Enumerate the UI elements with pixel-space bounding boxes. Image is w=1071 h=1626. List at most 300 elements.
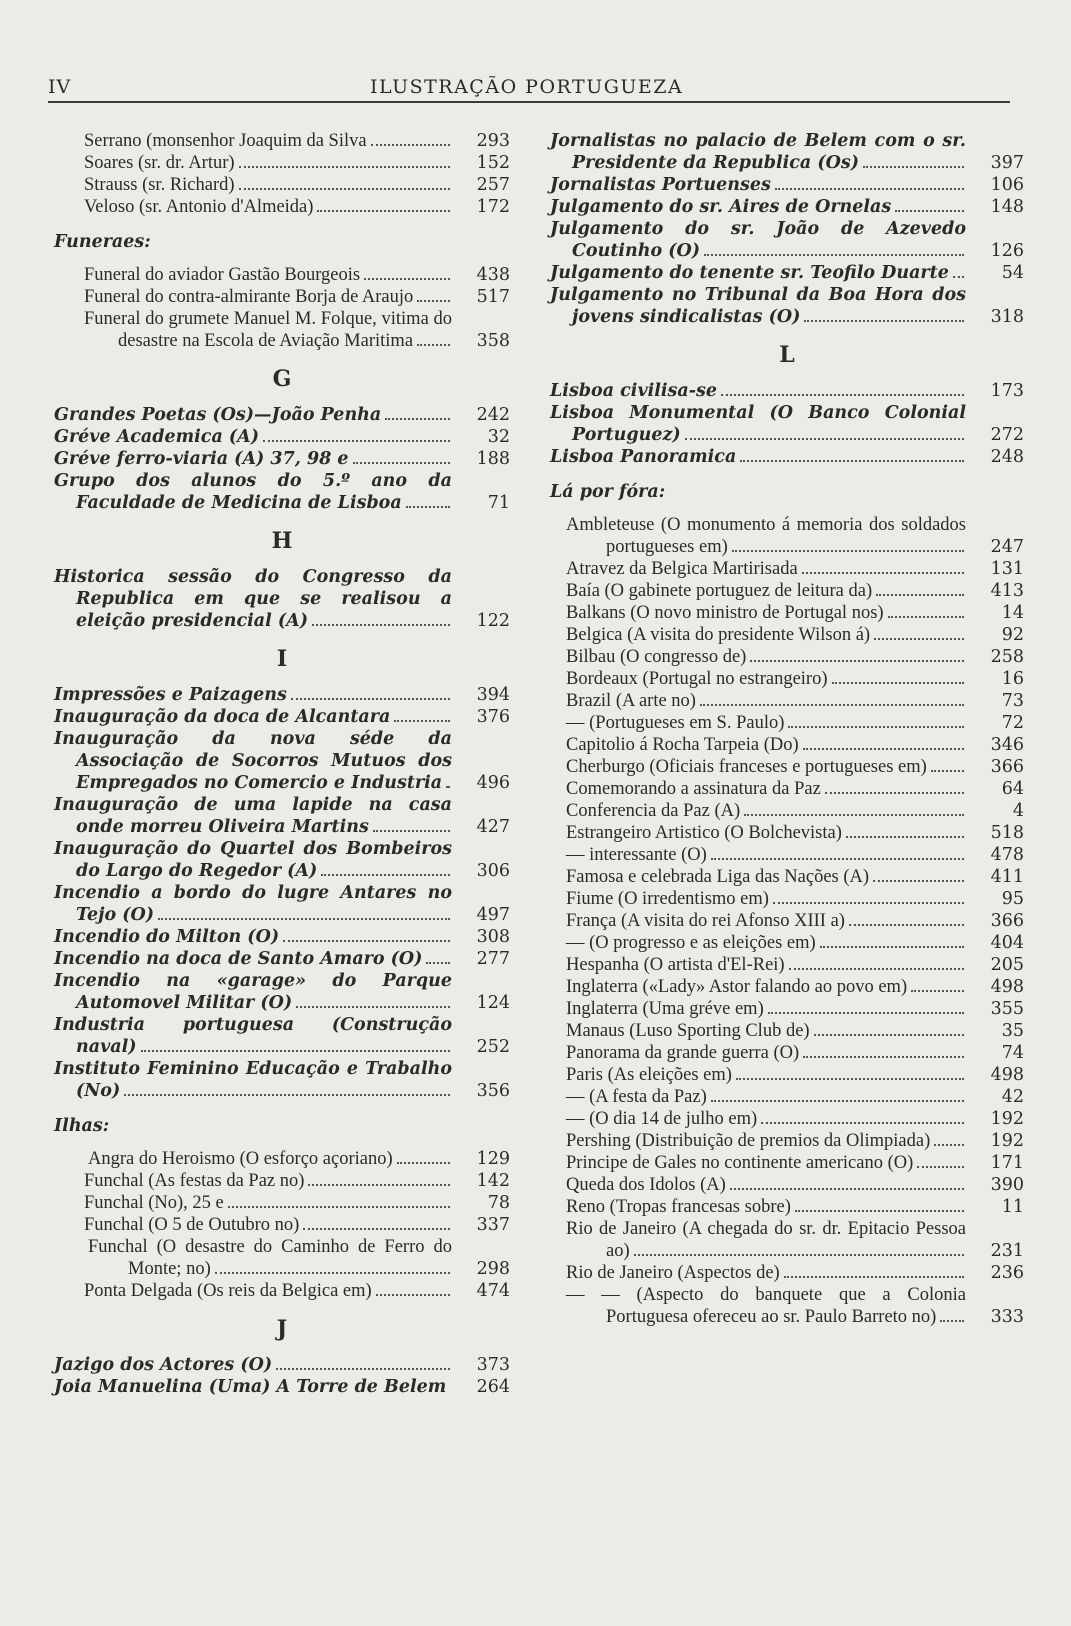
entry-page-number: 192 xyxy=(980,1108,1024,1130)
entry-page-number: 257 xyxy=(466,174,510,196)
dot-leader xyxy=(802,571,964,574)
category-heading: Lá por fóra: xyxy=(550,482,666,502)
entry-page-number: 142 xyxy=(466,1170,510,1192)
entry-title: Inauguração da doca de Alcantara xyxy=(54,706,510,728)
dot-leader xyxy=(321,873,450,876)
dot-leader xyxy=(394,719,450,722)
entry-title: Inauguração do Quartel dos Bombeiros do Largo do Regedor (A) xyxy=(54,839,452,881)
entry-page-number: 496 xyxy=(466,772,510,794)
index-entry xyxy=(550,734,1024,756)
dot-leader xyxy=(768,1011,964,1014)
entry-title: Lisboa civilisa-se xyxy=(550,380,1024,402)
entry-title: Funchal (As festas da Paz no) xyxy=(54,1170,510,1192)
dot-leader xyxy=(700,703,964,706)
dot-leader xyxy=(820,945,964,948)
index-entry xyxy=(550,1130,1024,1152)
entry-title: Panorama da grande guerra (O) xyxy=(550,1042,1024,1064)
dot-leader xyxy=(371,143,450,146)
entry-title: Funeral do aviador Gastão Bourgeois xyxy=(54,264,510,286)
entry-page-number: 122 xyxy=(466,610,510,632)
entry-page-number: 124 xyxy=(466,992,510,1014)
entry-page-number: 474 xyxy=(466,1280,510,1302)
index-entry xyxy=(550,262,1024,284)
dot-leader xyxy=(303,1227,450,1230)
entry-page-number: 356 xyxy=(466,1080,510,1102)
index-entry xyxy=(550,888,1024,910)
dot-leader xyxy=(364,277,450,280)
dot-leader xyxy=(953,275,964,278)
entry-title: Inglaterra (Uma gréve em) xyxy=(550,998,1024,1020)
index-entry xyxy=(550,1020,1024,1042)
entry-title: Comemorando a assinatura da Paz xyxy=(550,778,1024,800)
entry-page-number: 346 xyxy=(980,734,1024,756)
entry-title: Balkans (O novo ministro de Portugal nos) xyxy=(550,602,1024,624)
dot-leader xyxy=(832,681,965,684)
index-entry xyxy=(550,1064,1024,1086)
dot-leader xyxy=(373,829,450,832)
entry-page-number: 293 xyxy=(466,130,510,152)
entry-title: Jornalistas Portuenses xyxy=(550,174,1024,196)
entry-title: — interessante (O) xyxy=(550,844,1024,866)
section-letter: L xyxy=(779,342,795,368)
index-entry xyxy=(550,284,1024,328)
index-entry xyxy=(54,174,510,196)
entry-title: Strauss (sr. Richard) xyxy=(54,174,510,196)
entry-page-number: 497 xyxy=(466,904,510,926)
index-entry xyxy=(54,1214,510,1236)
entry-title: Lisboa Monumental (O Banco Colonial Portuguez) xyxy=(550,403,966,445)
entry-title: Julgamento do sr. João de Azevedo Coutinho (O) xyxy=(550,219,966,261)
entry-page-number: 16 xyxy=(980,668,1024,690)
entry-page-number: 498 xyxy=(980,976,1024,998)
entry-page-number: 264 xyxy=(466,1376,510,1398)
index-entry xyxy=(54,948,510,970)
entry-title: Julgamento do sr. Aires de Ornelas xyxy=(550,196,1024,218)
dot-leader xyxy=(308,1183,450,1186)
entry-page-number: 188 xyxy=(466,448,510,470)
dot-leader xyxy=(376,1293,450,1296)
dot-leader xyxy=(804,319,964,322)
entry-title: Funchal (No), 25 e xyxy=(54,1192,510,1214)
entry-page-number: 72 xyxy=(980,712,1024,734)
index-entry xyxy=(54,728,510,794)
index-entry xyxy=(54,264,510,286)
index-entry xyxy=(54,926,510,948)
entry-page-number: 333 xyxy=(980,1306,1024,1328)
dot-leader xyxy=(888,615,964,618)
index-entry xyxy=(550,218,1024,262)
entry-title: Capitolio á Rocha Tarpeia (Do) xyxy=(550,734,1024,756)
entry-title: Historica sessão do Congresso da Republica em que se realisou a eleição presidencial (A) xyxy=(54,567,452,631)
index-entry xyxy=(550,1284,1024,1328)
dot-leader xyxy=(263,439,450,442)
index-entry xyxy=(54,1354,510,1376)
dot-leader xyxy=(744,813,964,816)
entry-title: Incendio na doca de Santo Amaro (O) xyxy=(54,948,510,970)
entry-page-number: 308 xyxy=(466,926,510,948)
entry-page-number: 337 xyxy=(466,1214,510,1236)
entry-page-number: 366 xyxy=(980,910,1024,932)
index-column-right xyxy=(550,130,1024,1328)
entry-page-number: 236 xyxy=(980,1262,1024,1284)
entry-page-number: 404 xyxy=(980,932,1024,954)
entry-title: Reno (Tropas francesas sobre) xyxy=(550,1196,1024,1218)
entry-title: Grupo dos alunos do 5.º ano da Faculdade de Medicina de Lisboa xyxy=(54,471,452,513)
entry-title: Conferencia da Paz (A) xyxy=(550,800,1024,822)
index-entry xyxy=(54,448,510,470)
dot-leader xyxy=(721,393,964,396)
index-entry xyxy=(550,402,1024,446)
index-entry xyxy=(54,1058,510,1102)
entry-title: Funchal (O desastre do Caminho de Ferro do Monte; no) xyxy=(88,1237,452,1279)
entry-page-number: 131 xyxy=(980,558,1024,580)
index-entry xyxy=(54,838,510,882)
entry-title: Inglaterra («Lady» Astor falando ao povo em) xyxy=(550,976,1024,998)
entry-title: — — (Aspecto do banquete que a Colonia Portuguesa ofereceu ao sr. Paulo Barreto no) xyxy=(566,1285,966,1327)
section-letter: J xyxy=(276,1316,288,1342)
entry-title: Ambleteuse (O monumento á memoria dos soldados portugueses em) xyxy=(566,515,966,557)
entry-page-number: 32 xyxy=(466,426,510,448)
dot-leader xyxy=(795,1209,964,1212)
entry-page-number: 438 xyxy=(466,264,510,286)
index-entry xyxy=(550,976,1024,998)
index-entry xyxy=(550,822,1024,844)
dot-leader xyxy=(873,879,964,882)
dot-leader xyxy=(239,187,450,190)
index-entry xyxy=(550,756,1024,778)
dot-leader xyxy=(397,1161,450,1164)
entry-title: Principe de Gales no continente americano (O) xyxy=(550,1152,1024,1174)
entry-title: Inauguração de uma lapide na casa onde morreu Oliveira Martins xyxy=(54,795,452,837)
entry-page-number: 258 xyxy=(980,646,1024,668)
index-entry xyxy=(54,1170,510,1192)
dot-leader xyxy=(291,697,450,700)
index-entry xyxy=(550,602,1024,624)
entry-title: Jornalistas no palacio de Belem com o sr. Presidente da Republica (Os) xyxy=(550,131,966,173)
index-entry xyxy=(550,690,1024,712)
index-entry xyxy=(54,1192,510,1214)
entry-title: Brazil (A arte no) xyxy=(550,690,1024,712)
entry-title: Lisboa Panoramica xyxy=(550,446,1024,468)
entry-title: — (Portugueses em S. Paulo) xyxy=(550,712,1024,734)
index-entry xyxy=(550,1152,1024,1174)
dot-leader xyxy=(283,939,450,942)
dot-leader xyxy=(750,659,964,662)
page-number: IV xyxy=(48,76,72,98)
dot-leader xyxy=(426,961,450,964)
index-entry xyxy=(550,174,1024,196)
entry-page-number: 172 xyxy=(466,196,510,218)
index-entry xyxy=(550,954,1024,976)
index-entry xyxy=(550,910,1024,932)
index-entry xyxy=(54,1376,510,1398)
entry-page-number: 95 xyxy=(980,888,1024,910)
entry-title: Pershing (Distribuição de premios da Olimpiada) xyxy=(550,1130,1024,1152)
entry-title: Incendio a bordo do lugre Antares no Tejo (O) xyxy=(54,883,452,925)
entry-page-number: 272 xyxy=(980,424,1024,446)
entry-page-number: 318 xyxy=(980,306,1024,328)
dot-leader xyxy=(685,437,964,440)
index-entry xyxy=(54,404,510,426)
page-header-title: ILUSTRAÇÃO PORTUGUEZA xyxy=(370,76,684,98)
index-entry xyxy=(54,684,510,706)
section-letter: G xyxy=(272,366,292,392)
dot-leader xyxy=(814,1033,964,1036)
entry-page-number: 252 xyxy=(466,1036,510,1058)
entry-title: Estrangeiro Artistico (O Bolchevista) xyxy=(550,822,1024,844)
entry-page-number: 148 xyxy=(980,196,1024,218)
entry-page-number: 54 xyxy=(980,262,1024,284)
index-entry xyxy=(550,446,1024,468)
entry-title: Inauguração da nova séde da Associação de Socorros Mutuos dos Empregados no Comercio e Industria xyxy=(54,729,452,793)
dot-leader xyxy=(876,593,964,596)
entry-page-number: 247 xyxy=(980,536,1024,558)
entry-page-number: 498 xyxy=(980,1064,1024,1086)
entry-title: França (A visita do rei Afonso XIII a) xyxy=(550,910,1024,932)
index-entry xyxy=(550,800,1024,822)
index-entry xyxy=(550,844,1024,866)
entry-page-number: 517 xyxy=(466,286,510,308)
index-entry xyxy=(54,1014,510,1058)
entry-page-number: 366 xyxy=(980,756,1024,778)
index-entry xyxy=(550,624,1024,646)
entry-title: Grandes Poetas (Os)—João Penha xyxy=(54,404,510,426)
entry-title: Famosa e celebrada Liga das Nações (A) xyxy=(550,866,1024,888)
index-entry xyxy=(550,932,1024,954)
dot-leader xyxy=(732,549,964,552)
dot-leader xyxy=(784,1275,964,1278)
index-entry xyxy=(550,778,1024,800)
index-entry xyxy=(54,1236,510,1280)
entry-title: Impressões e Paizagens xyxy=(54,684,510,706)
index-entry xyxy=(550,1042,1024,1064)
entry-title: Paris (As eleições em) xyxy=(550,1064,1024,1086)
entry-page-number: 390 xyxy=(980,1174,1024,1196)
entry-title: Incendio do Milton (O) xyxy=(54,926,510,948)
index-entry xyxy=(54,152,510,174)
entry-title: Industria portuguesa (Construção naval) xyxy=(54,1015,452,1057)
index-entry xyxy=(54,308,510,352)
index-entry xyxy=(54,706,510,728)
header-rule xyxy=(48,101,1010,103)
entry-title: Belgica (A visita do presidente Wilson á) xyxy=(550,624,1024,646)
section-letter: H xyxy=(271,528,293,554)
dot-leader xyxy=(385,417,450,420)
entry-page-number: 205 xyxy=(980,954,1024,976)
dot-leader xyxy=(846,835,964,838)
entry-title: Serrano (monsenhor Joaquim da Silva xyxy=(54,130,510,152)
entry-page-number: 106 xyxy=(980,174,1024,196)
dot-leader xyxy=(417,299,450,302)
entry-page-number: 42 xyxy=(980,1086,1024,1108)
entry-title: Instituto Feminino Educação e Trabalho (No) xyxy=(54,1059,452,1101)
index-entry xyxy=(550,998,1024,1020)
index-entry xyxy=(54,882,510,926)
index-entry xyxy=(550,866,1024,888)
dot-leader xyxy=(934,1143,964,1146)
entry-title: Funchal (O 5 de Outubro no) xyxy=(54,1214,510,1236)
dot-leader xyxy=(215,1271,450,1274)
entry-page-number: 171 xyxy=(980,1152,1024,1174)
index-entry xyxy=(550,712,1024,734)
dot-leader xyxy=(353,461,450,464)
entry-page-number: 74 xyxy=(980,1042,1024,1064)
entry-page-number: 4 xyxy=(980,800,1024,822)
index-entry xyxy=(54,470,510,514)
dot-leader xyxy=(239,165,450,168)
entry-title: Baía (O gabinete portuguez de leitura da) xyxy=(550,580,1024,602)
entry-title: Ponta Delgada (Os reis da Belgica em) xyxy=(54,1280,510,1302)
entry-page-number: 373 xyxy=(466,1354,510,1376)
index-entry xyxy=(550,1218,1024,1262)
entry-page-number: 397 xyxy=(980,152,1024,174)
entry-page-number: 152 xyxy=(466,152,510,174)
index-entry xyxy=(550,580,1024,602)
index-entry xyxy=(550,668,1024,690)
dot-leader xyxy=(317,209,450,212)
index-entry xyxy=(550,558,1024,580)
entry-title: Queda dos Idolos (A) xyxy=(550,1174,1024,1196)
entry-page-number: 73 xyxy=(980,690,1024,712)
entry-page-number: 306 xyxy=(466,860,510,882)
index-entry xyxy=(550,1262,1024,1284)
index-entry xyxy=(550,130,1024,174)
entry-page-number: 192 xyxy=(980,1130,1024,1152)
entry-title: — (A festa da Paz) xyxy=(550,1086,1024,1108)
entry-page-number: 242 xyxy=(466,404,510,426)
dot-leader xyxy=(406,505,450,508)
entry-page-number: 518 xyxy=(980,822,1024,844)
entry-title: Incendio na «garage» do Parque Automovel Militar (O) xyxy=(54,971,452,1013)
entry-title: Joia Manuelina (Uma) A Torre de Belem xyxy=(54,1377,447,1397)
dot-leader xyxy=(874,637,964,640)
index-entry xyxy=(550,1086,1024,1108)
category-heading: Ilhas: xyxy=(54,1116,110,1136)
entry-title: Bilbau (O congresso de) xyxy=(550,646,1024,668)
entry-page-number: 71 xyxy=(466,492,510,514)
dot-leader xyxy=(124,1093,450,1096)
index-entry xyxy=(550,380,1024,402)
entry-page-number: 126 xyxy=(980,240,1024,262)
dot-leader xyxy=(931,769,964,772)
dot-leader xyxy=(740,459,964,462)
entry-page-number: 427 xyxy=(466,816,510,838)
index-entry xyxy=(550,1174,1024,1196)
dot-leader xyxy=(704,253,964,256)
index-entry xyxy=(54,196,510,218)
entry-page-number: 35 xyxy=(980,1020,1024,1042)
entry-title: Manaus (Luso Sporting Club de) xyxy=(550,1020,1024,1042)
index-entry xyxy=(550,196,1024,218)
index-entry xyxy=(54,794,510,838)
index-entry xyxy=(550,1196,1024,1218)
index-entry xyxy=(550,1108,1024,1130)
index-entry xyxy=(54,1148,510,1170)
entry-page-number: 413 xyxy=(980,580,1024,602)
dot-leader xyxy=(276,1367,450,1370)
entry-title: Veloso (sr. Antonio d'Almeida) xyxy=(54,196,510,218)
entry-page-number: 376 xyxy=(466,706,510,728)
entry-page-number: 394 xyxy=(466,684,510,706)
dot-leader xyxy=(917,1165,964,1168)
dot-leader xyxy=(803,1055,964,1058)
entry-page-number: 355 xyxy=(980,998,1024,1020)
dot-leader xyxy=(158,917,450,920)
entry-page-number: 277 xyxy=(466,948,510,970)
dot-leader xyxy=(895,209,964,212)
dot-leader xyxy=(773,901,964,904)
entry-page-number: 173 xyxy=(980,380,1024,402)
entry-title: Funeral do grumete Manuel M. Folque, vitima do desastre na Escola de Aviação Maritima xyxy=(84,309,452,351)
entry-page-number: 14 xyxy=(980,602,1024,624)
entry-page-number: 411 xyxy=(980,866,1024,888)
entry-page-number: 248 xyxy=(980,446,1024,468)
dot-leader xyxy=(296,1005,450,1008)
entry-page-number: 92 xyxy=(980,624,1024,646)
entry-title: — (O progresso e as eleições em) xyxy=(550,932,1024,954)
entry-page-number: 478 xyxy=(980,844,1024,866)
entry-title: Julgamento no Tribunal da Boa Hora dos jovens sindicalistas (O) xyxy=(550,285,966,327)
entry-title: Rio de Janeiro (A chegada do sr. dr. Epitacio Pessoa ao) xyxy=(566,1219,966,1261)
entry-title: Rio de Janeiro (Aspectos de) xyxy=(550,1262,1024,1284)
entry-title: Funeral do contra-almirante Borja de Araujo xyxy=(54,286,510,308)
dot-leader xyxy=(825,791,964,794)
dot-leader xyxy=(761,1121,964,1124)
entry-title: — (O dia 14 de julho em) xyxy=(550,1108,1024,1130)
dot-leader xyxy=(863,165,964,168)
dot-leader xyxy=(312,623,450,626)
index-entry xyxy=(54,1280,510,1302)
entry-page-number: 358 xyxy=(466,330,510,352)
dot-leader xyxy=(228,1205,450,1208)
dot-leader xyxy=(711,857,964,860)
entry-page-number: 78 xyxy=(466,1192,510,1214)
entry-title: Hespanha (O artista d'El-Rei) xyxy=(550,954,1024,976)
dot-leader xyxy=(911,989,964,992)
entry-title: Fiume (O irredentismo em) xyxy=(550,888,1024,910)
index-entry xyxy=(54,130,510,152)
section-letter: I xyxy=(276,646,288,672)
index-entry xyxy=(54,426,510,448)
entry-title: Atravez da Belgica Martirisada xyxy=(550,558,1024,580)
index-entry xyxy=(550,646,1024,668)
dot-leader xyxy=(417,343,450,346)
entry-title: Bordeaux (Portugal no estrangeiro) xyxy=(550,668,1024,690)
entry-title: Gréve Academica (A) xyxy=(54,426,510,448)
dot-leader xyxy=(736,1077,964,1080)
dot-leader xyxy=(849,923,964,926)
dot-leader xyxy=(730,1187,964,1190)
entry-page-number: 298 xyxy=(466,1258,510,1280)
entry-title: Soares (sr. dr. Artur) xyxy=(54,152,510,174)
entry-page-number: 129 xyxy=(466,1148,510,1170)
entry-title: Jazigo dos Actores (O) xyxy=(54,1354,510,1376)
index-entry xyxy=(54,566,510,632)
entry-title: Angra do Heroismo (O esforço açoriano) xyxy=(54,1148,510,1170)
dot-leader xyxy=(789,967,964,970)
entry-title: Julgamento do tenente sr. Teofilo Duarte xyxy=(550,262,1024,284)
dot-leader xyxy=(940,1319,964,1322)
dot-leader xyxy=(775,187,964,190)
entry-page-number: 231 xyxy=(980,1240,1024,1262)
dot-leader xyxy=(446,785,450,788)
index-entry xyxy=(550,514,1024,558)
entry-page-number: 64 xyxy=(980,778,1024,800)
dot-leader xyxy=(634,1253,964,1256)
dot-leader xyxy=(803,747,964,750)
dot-leader xyxy=(788,725,964,728)
dot-leader xyxy=(711,1099,964,1102)
